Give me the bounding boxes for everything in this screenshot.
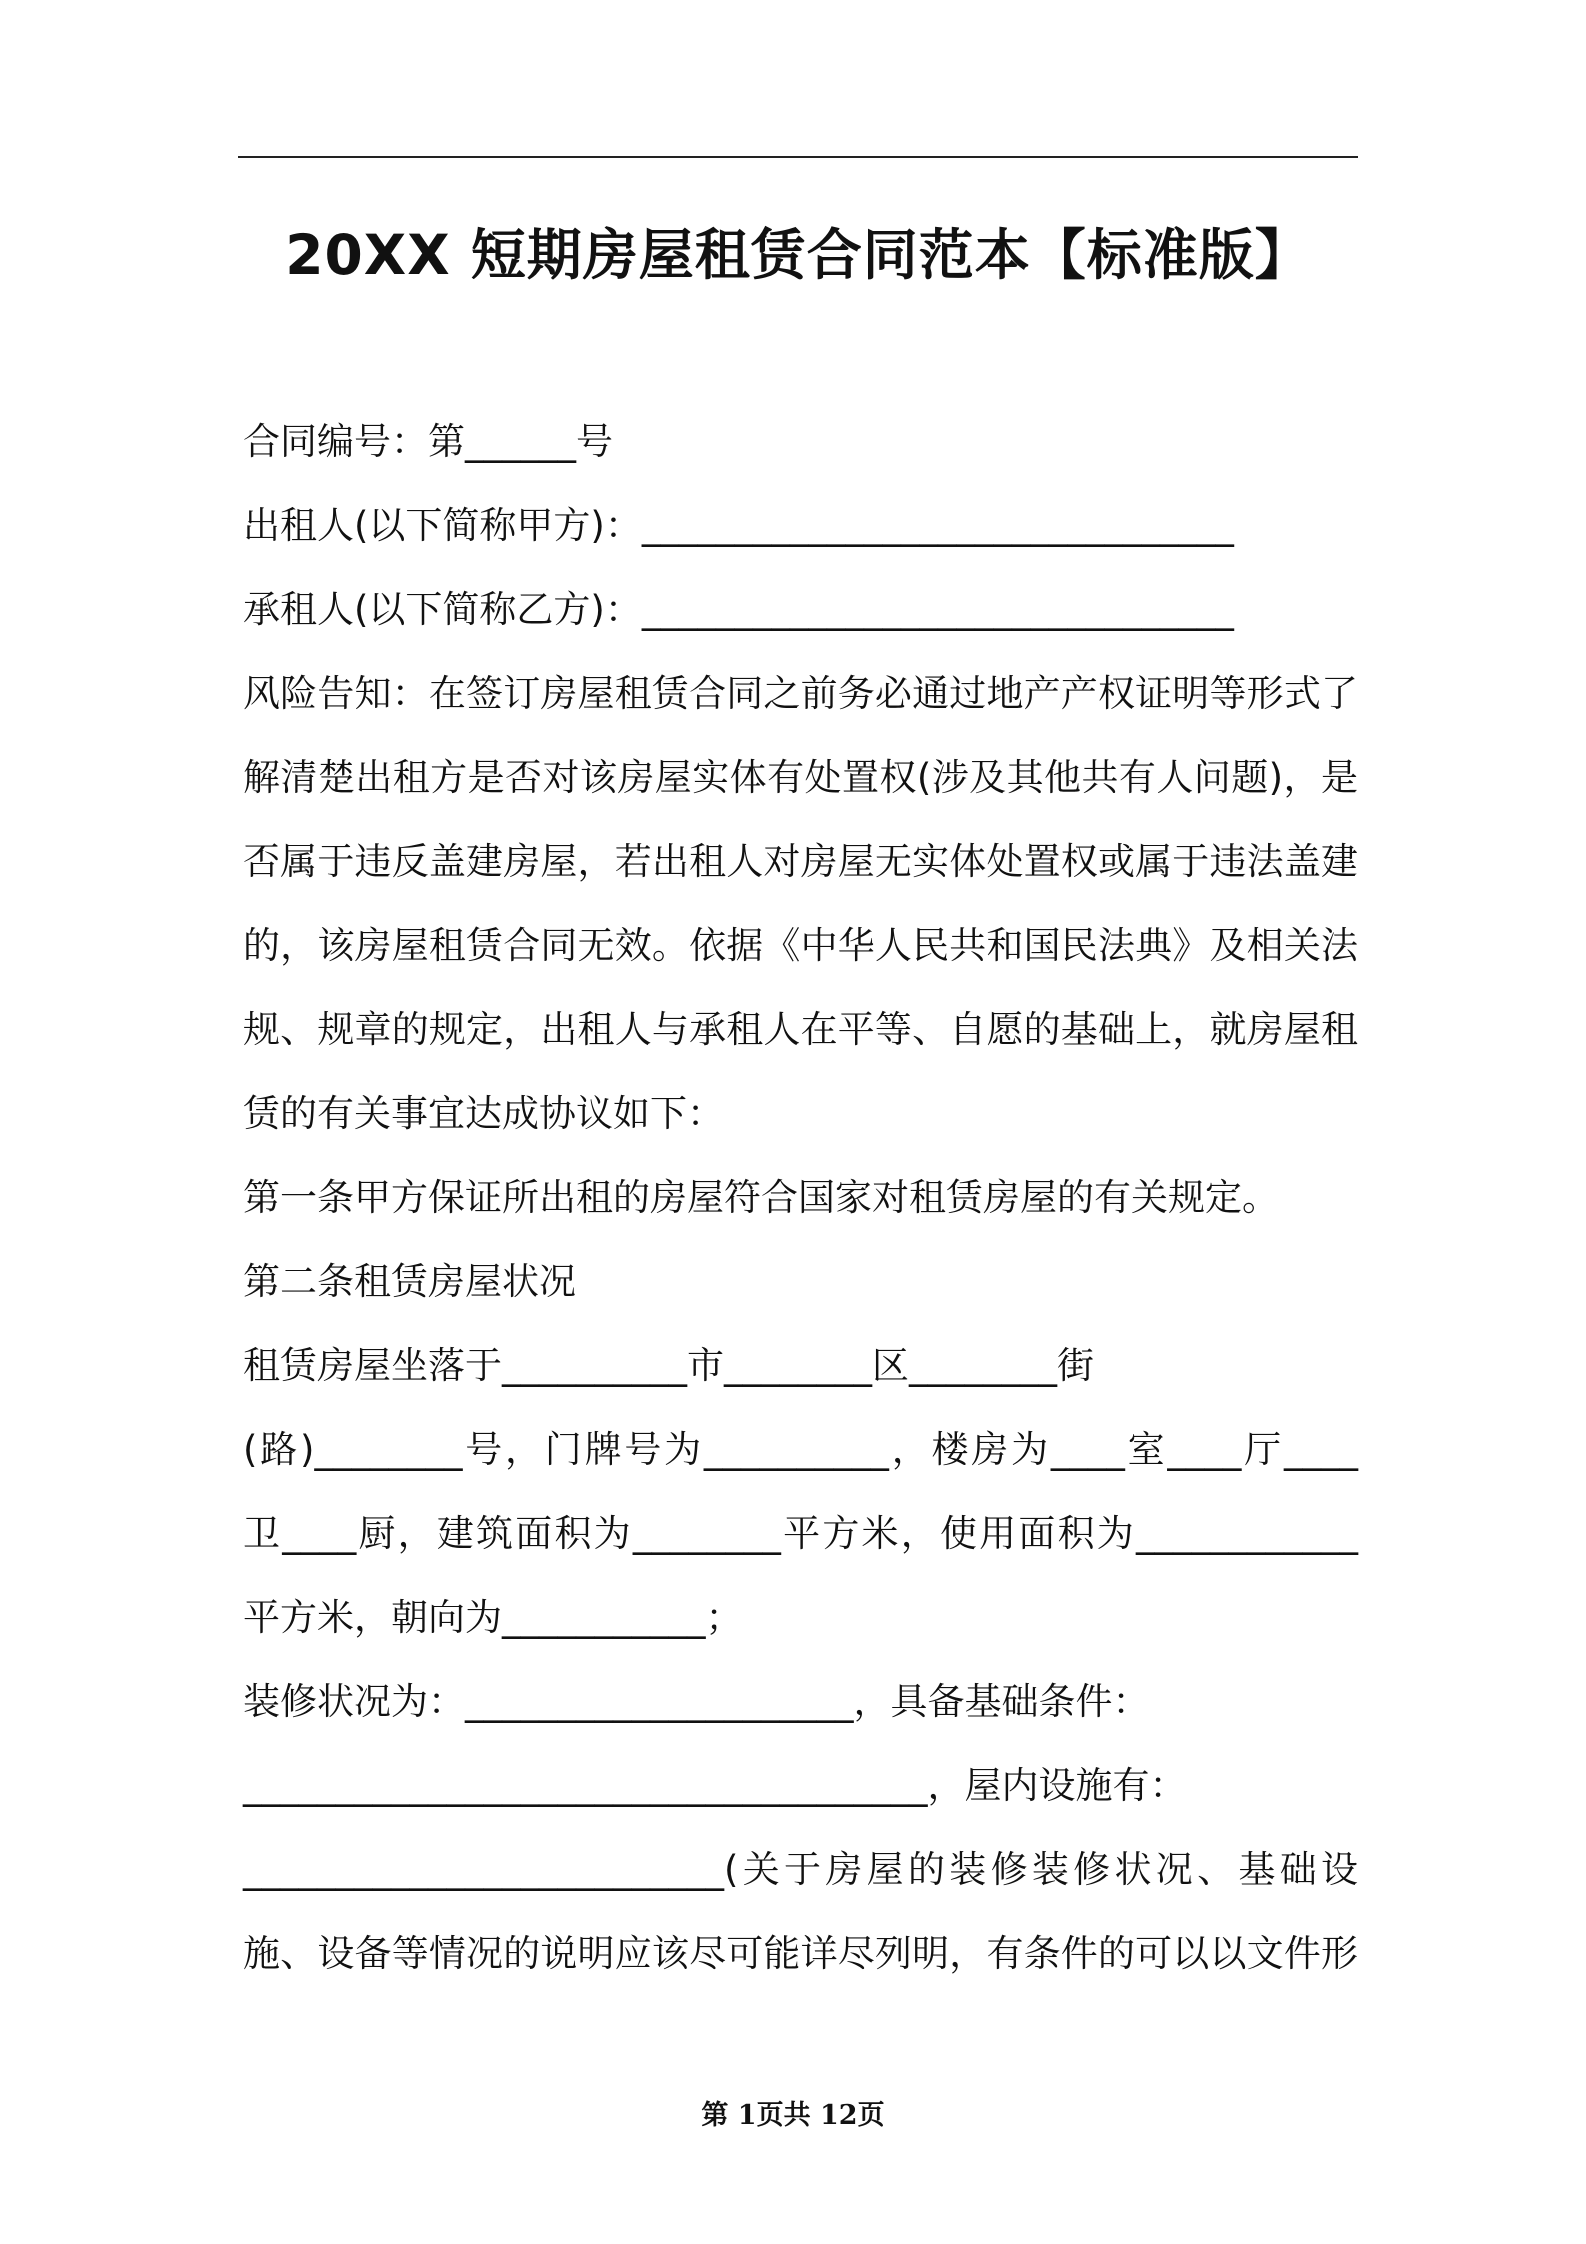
document-title: 20XX 短期房屋租赁合同范本【标准版】 [285, 223, 1311, 287]
property-location-line-1: 租赁房屋坐落于__________市________区________街 [243, 1344, 1094, 1387]
risk-notice-line-4: 的，该房屋租赁合同无效。依据《中华人民共和国民法典》及相关法 [243, 924, 1358, 967]
header-rule [238, 156, 1358, 158]
page-footer: 第 1页共 12页 [701, 2100, 885, 2131]
facilities-line-2: 施、设备等情况的说明应该尽可能详尽列明，有条件的可以以文件形 [243, 1932, 1358, 1975]
article-1-line: 第一条甲方保证所出租的房屋符合国家对租赁房屋的有关规定。 [243, 1176, 1279, 1219]
risk-notice-line-2: 解清楚出租方是否对该房屋实体有处置权(涉及其他共有人问题)，是 [243, 756, 1358, 799]
facilities-line-1: __________________________(关于房屋的装修装修状况、基础设 [243, 1848, 1358, 1891]
contract-number-line: 合同编号：第______号 [243, 420, 613, 463]
lessor-line: 出租人(以下简称甲方)：________________________________ [243, 504, 1234, 547]
risk-notice-line-3: 否属于违反盖建房屋，若出租人对房屋无实体处置权或属于违法盖建 [243, 840, 1358, 883]
decoration-line: 装修状况为：_____________________，具备基础条件： [243, 1680, 1150, 1723]
risk-notice-line-1: 风险告知：在签订房屋租赁合同之前务必通过地产产权证明等形式了 [243, 672, 1358, 715]
article-2-heading: 第二条租赁房屋状况 [243, 1260, 576, 1303]
document-body [243, 400, 1358, 1996]
risk-notice-line-5: 规、规章的规定，出租人与承租人在平等、自愿的基础上，就房屋租 [243, 1008, 1358, 1051]
property-area-line: 卫____厨，建筑面积为________平方米，使用面积为____________ [243, 1512, 1358, 1555]
property-orientation-line: 平方米，朝向为___________； [243, 1596, 743, 1639]
lessee-line: 承租人(以下简称乙方)：________________________________ [243, 588, 1234, 631]
risk-notice-line-6: 赁的有关事宜达成协议如下： [243, 1092, 724, 1135]
property-location-line-2: (路)________号，门牌号为__________，楼房为____室____厅____ [243, 1428, 1358, 1471]
basic-conditions-line: _____________________________________，屋内设施有： [243, 1764, 1187, 1807]
